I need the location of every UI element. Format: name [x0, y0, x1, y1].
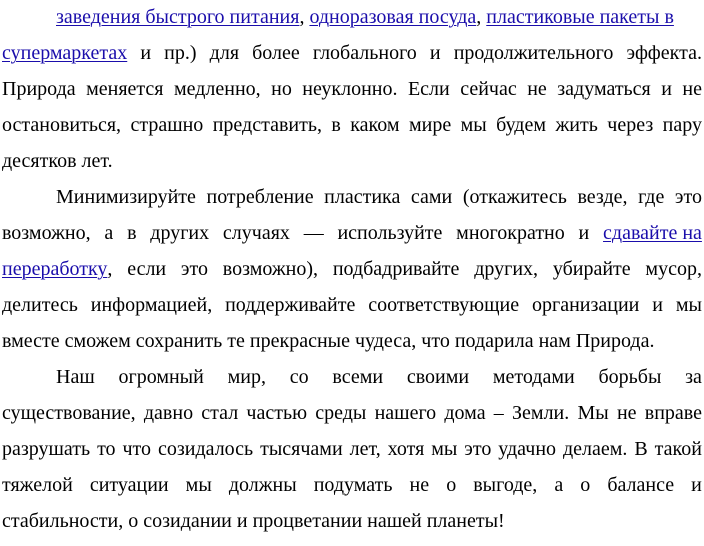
word: давно: [143, 402, 194, 424]
word: —: [303, 222, 324, 244]
word: частью: [246, 402, 308, 424]
word: мы: [431, 438, 458, 460]
word: везде,: [577, 186, 628, 208]
text: вместе сможем сохранить те прекрасные чудеса, что подарила нам Природа.: [2, 330, 655, 352]
word: –: [493, 402, 504, 424]
word: меняется: [86, 78, 164, 100]
word: информацией,: [90, 294, 213, 316]
word: (откажитесь: [462, 186, 567, 208]
word: и: [429, 42, 441, 64]
text: стабильности, о созидании и процветании нашей планеты!: [2, 510, 505, 532]
word: остановиться,: [2, 114, 122, 136]
word: не: [409, 474, 430, 496]
word: тысячами: [260, 438, 343, 460]
word: Минимизируйте: [56, 186, 196, 208]
word: пару: [662, 114, 702, 136]
p2-line-2: [2, 215, 702, 251]
word: ситуации: [89, 474, 169, 496]
word: для: [209, 42, 240, 64]
p1-line-4: [2, 107, 702, 143]
word: балансе: [607, 474, 675, 496]
word: методами: [492, 366, 575, 388]
p2-line-5: [2, 323, 702, 359]
word: о: [580, 474, 591, 496]
p3-line-5: [2, 503, 702, 539]
word: случаях: [222, 222, 290, 244]
document-body: [2, 0, 702, 539]
word: представить,: [212, 114, 322, 136]
word: и: [652, 294, 663, 316]
word: Природа: [2, 78, 76, 100]
word: медленно,: [173, 78, 261, 100]
word: сами: [410, 186, 453, 208]
word: о: [446, 474, 457, 496]
word: подбадривайте: [332, 258, 460, 280]
word: делитесь: [2, 294, 78, 316]
word: дома: [444, 402, 486, 424]
word: в: [127, 222, 137, 244]
word: это: [674, 186, 702, 208]
word: хотя: [387, 438, 425, 460]
word: не: [682, 78, 702, 100]
word: продолжительного: [453, 42, 614, 64]
word: Если: [407, 78, 450, 100]
link-fast-food[interactable]: заведения быстрого питания: [56, 6, 300, 28]
word: стал: [201, 402, 239, 424]
word: мы: [675, 294, 702, 316]
word: каком: [350, 114, 400, 136]
word: мир,: [227, 366, 266, 388]
word: лет,: [349, 438, 381, 460]
word: выгоде,: [473, 474, 538, 496]
p3-line-1: [2, 359, 702, 395]
separator: ,: [299, 6, 305, 28]
word: но: [271, 78, 292, 100]
word: и: [140, 42, 152, 64]
word: нашего: [374, 402, 437, 424]
word: не: [527, 78, 547, 100]
word: сейчас: [460, 78, 517, 100]
text: десятков лет.: [2, 150, 113, 172]
word: возможно,: [2, 222, 91, 244]
word: не: [616, 402, 637, 424]
word: за: [685, 366, 702, 388]
word: возможно),: [222, 258, 319, 280]
word: а: [554, 474, 564, 496]
link-disposable-dishes[interactable]: одноразовая посуда: [309, 6, 477, 28]
word: подумать: [313, 474, 393, 496]
word: более: [252, 42, 300, 64]
word: всеми: [332, 366, 384, 388]
p1-line-2: [2, 35, 702, 71]
word: мусор,: [645, 258, 702, 280]
word: используйте: [337, 222, 443, 244]
p2-line-3: [2, 251, 702, 287]
word: задуматься: [557, 78, 651, 100]
word: должны: [228, 474, 297, 496]
word: мире: [408, 114, 452, 136]
word: огромный: [118, 366, 204, 388]
word: потребление: [206, 186, 314, 208]
word: со: [289, 366, 309, 388]
word: это: [180, 258, 208, 280]
word: среды: [315, 402, 367, 424]
p1-line-3: [2, 71, 702, 107]
link-recycling[interactable]: переработку: [2, 258, 108, 280]
p3-line-2: [2, 395, 702, 431]
word: пластика: [324, 186, 401, 208]
p3-line-4: [2, 467, 702, 503]
p1-line-1: [2, 0, 702, 35]
word: многократно: [456, 222, 565, 244]
word: других: [150, 222, 210, 244]
word: созидалось: [157, 438, 254, 460]
word: и: [578, 222, 590, 244]
word: Мы: [577, 402, 609, 424]
link-recycle[interactable]: сдавайте на: [603, 222, 702, 244]
word: вправе: [644, 402, 702, 424]
word: Наш: [56, 366, 95, 388]
p1-line-5: [2, 143, 702, 179]
word: где: [638, 186, 665, 208]
word: если: [127, 258, 167, 280]
word: жить: [555, 114, 598, 136]
word: будем: [496, 114, 547, 136]
word: то: [97, 438, 116, 460]
word: Земли.: [512, 402, 570, 424]
word: В: [634, 438, 648, 460]
separator: ,: [476, 6, 482, 28]
word: эффекта.: [626, 42, 702, 64]
word: организации: [531, 294, 640, 316]
word: пр.): [164, 42, 197, 64]
word: мы: [185, 474, 212, 496]
word: удачно: [498, 438, 557, 460]
word: поддерживайте: [225, 294, 356, 316]
p2-line-4: [2, 287, 702, 323]
p2-line-1: [2, 179, 702, 215]
word: мы: [460, 114, 487, 136]
word: других,: [474, 258, 539, 280]
word: ,: [107, 258, 113, 280]
p2-line-3-rest: [107, 251, 702, 287]
word: разрушать: [2, 438, 91, 460]
p3-line-3: [2, 431, 702, 467]
word: такой: [654, 438, 702, 460]
word: тяжелой: [2, 474, 73, 496]
word: неуклонно.: [302, 78, 398, 100]
word: соответствующие: [368, 294, 520, 316]
word: в: [331, 114, 341, 136]
word: а: [104, 222, 114, 244]
word: существование,: [2, 402, 136, 424]
word: и: [661, 78, 672, 100]
word: глобального: [312, 42, 417, 64]
word: борьбы: [598, 366, 662, 388]
word: делаем.: [562, 438, 628, 460]
word: что: [122, 438, 152, 460]
word: через: [607, 114, 654, 136]
link-supermarkets[interactable]: супермаркетах: [2, 42, 128, 64]
word: убирайте: [552, 258, 631, 280]
word: это: [464, 438, 492, 460]
word: страшно: [130, 114, 204, 136]
word: своими: [406, 366, 470, 388]
link-plastic-bags[interactable]: пластиковые пакеты в: [486, 6, 674, 28]
word: и: [691, 474, 702, 496]
